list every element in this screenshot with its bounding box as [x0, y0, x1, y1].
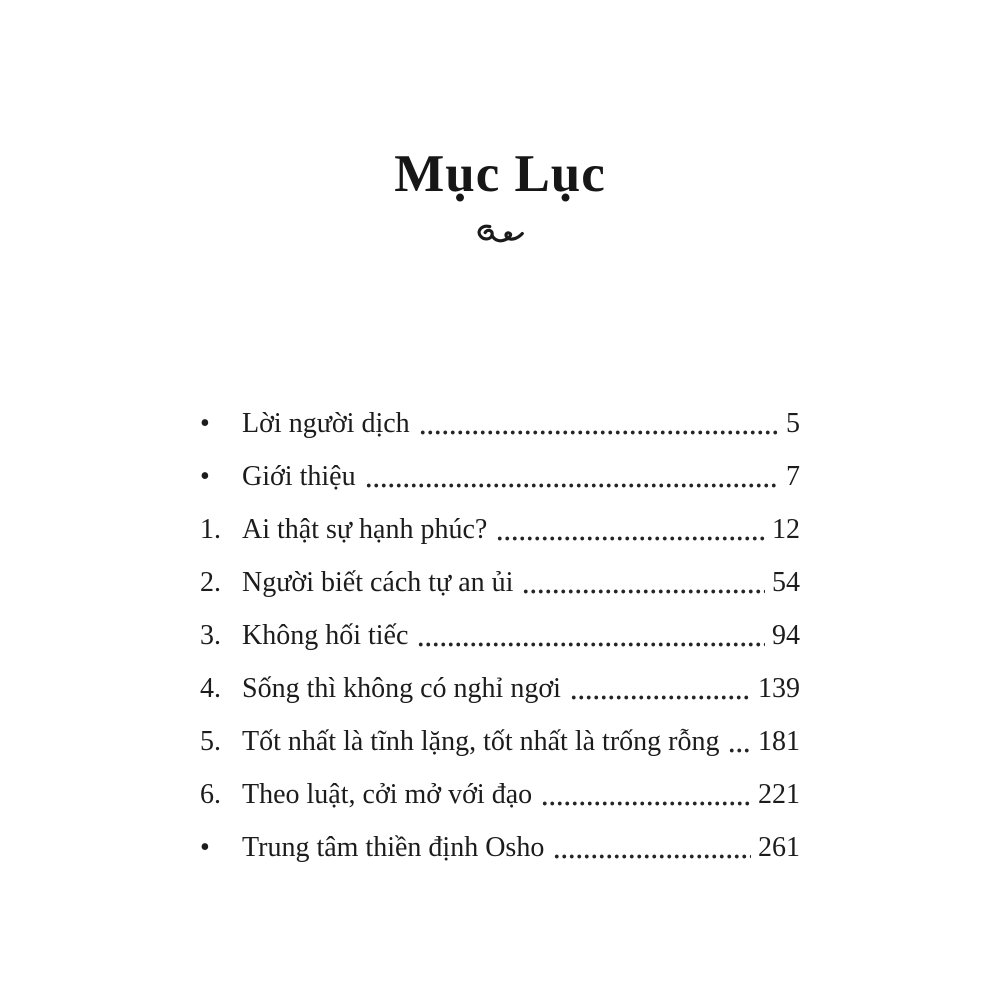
dot-leader — [522, 589, 765, 594]
toc-entry-marker: 1. — [200, 514, 221, 545]
toc-entry-label: Trung tâm thiền định Osho — [242, 832, 545, 863]
toc-entry-page: 12 — [772, 514, 800, 545]
dot-leader — [728, 748, 751, 753]
toc-entry — [200, 821, 800, 874]
ornament-flourish-icon — [0, 221, 1000, 251]
dot-leader — [365, 483, 779, 488]
toc-entry-page: 261 — [758, 832, 800, 863]
toc-entry-page: 221 — [758, 779, 800, 810]
toc-entry-label: Không hối tiếc — [242, 620, 409, 651]
toc-entry — [200, 715, 800, 768]
toc-entry-label: Giới thiệu — [242, 461, 356, 492]
dot-leader — [419, 430, 779, 435]
toc-entry-page: 94 — [772, 620, 800, 651]
toc-entry-marker: 4. — [200, 673, 221, 704]
toc-entry-marker: • — [200, 461, 210, 492]
dot-leader — [496, 536, 765, 541]
toc-entry — [200, 768, 800, 821]
toc-entry-marker: • — [200, 408, 210, 439]
toc-entry — [200, 556, 800, 609]
toc-entry-label: Ai thật sự hạnh phúc? — [242, 514, 488, 545]
toc-entry-marker: 2. — [200, 567, 221, 598]
toc-entry — [200, 397, 800, 450]
dot-leader — [553, 854, 751, 859]
toc-entry — [200, 503, 800, 556]
toc-entry-label: Sống thì không có nghỉ ngơi — [242, 673, 561, 704]
toc-entry-page: 139 — [758, 673, 800, 704]
toc-entry — [200, 450, 800, 503]
toc-list — [200, 397, 800, 874]
page-title: Mục Lục — [394, 145, 606, 203]
toc-entry-label: Lời người dịch — [242, 408, 410, 439]
toc-entry-label: Theo luật, cởi mở với đạo — [242, 779, 533, 810]
toc-entry-label: Người biết cách tự an ủi — [242, 567, 514, 598]
toc-entry-page: 7 — [786, 461, 800, 492]
toc-entry-page: 181 — [758, 726, 800, 757]
toc-entry-marker: 6. — [200, 779, 221, 810]
toc-entry-page: 5 — [786, 408, 800, 439]
toc-entry-marker: • — [200, 832, 210, 863]
dot-leader — [417, 642, 765, 647]
toc-entry-page: 54 — [772, 567, 800, 598]
toc-entry — [200, 662, 800, 715]
dot-leader — [570, 695, 751, 700]
toc-entry-marker: 5. — [200, 726, 221, 757]
toc-entry-marker: 3. — [200, 620, 221, 651]
toc-entry — [200, 609, 800, 662]
toc-entry-label: Tốt nhất là tĩnh lặng, tốt nhất là trống rỗng — [242, 726, 720, 757]
dot-leader — [541, 801, 751, 806]
